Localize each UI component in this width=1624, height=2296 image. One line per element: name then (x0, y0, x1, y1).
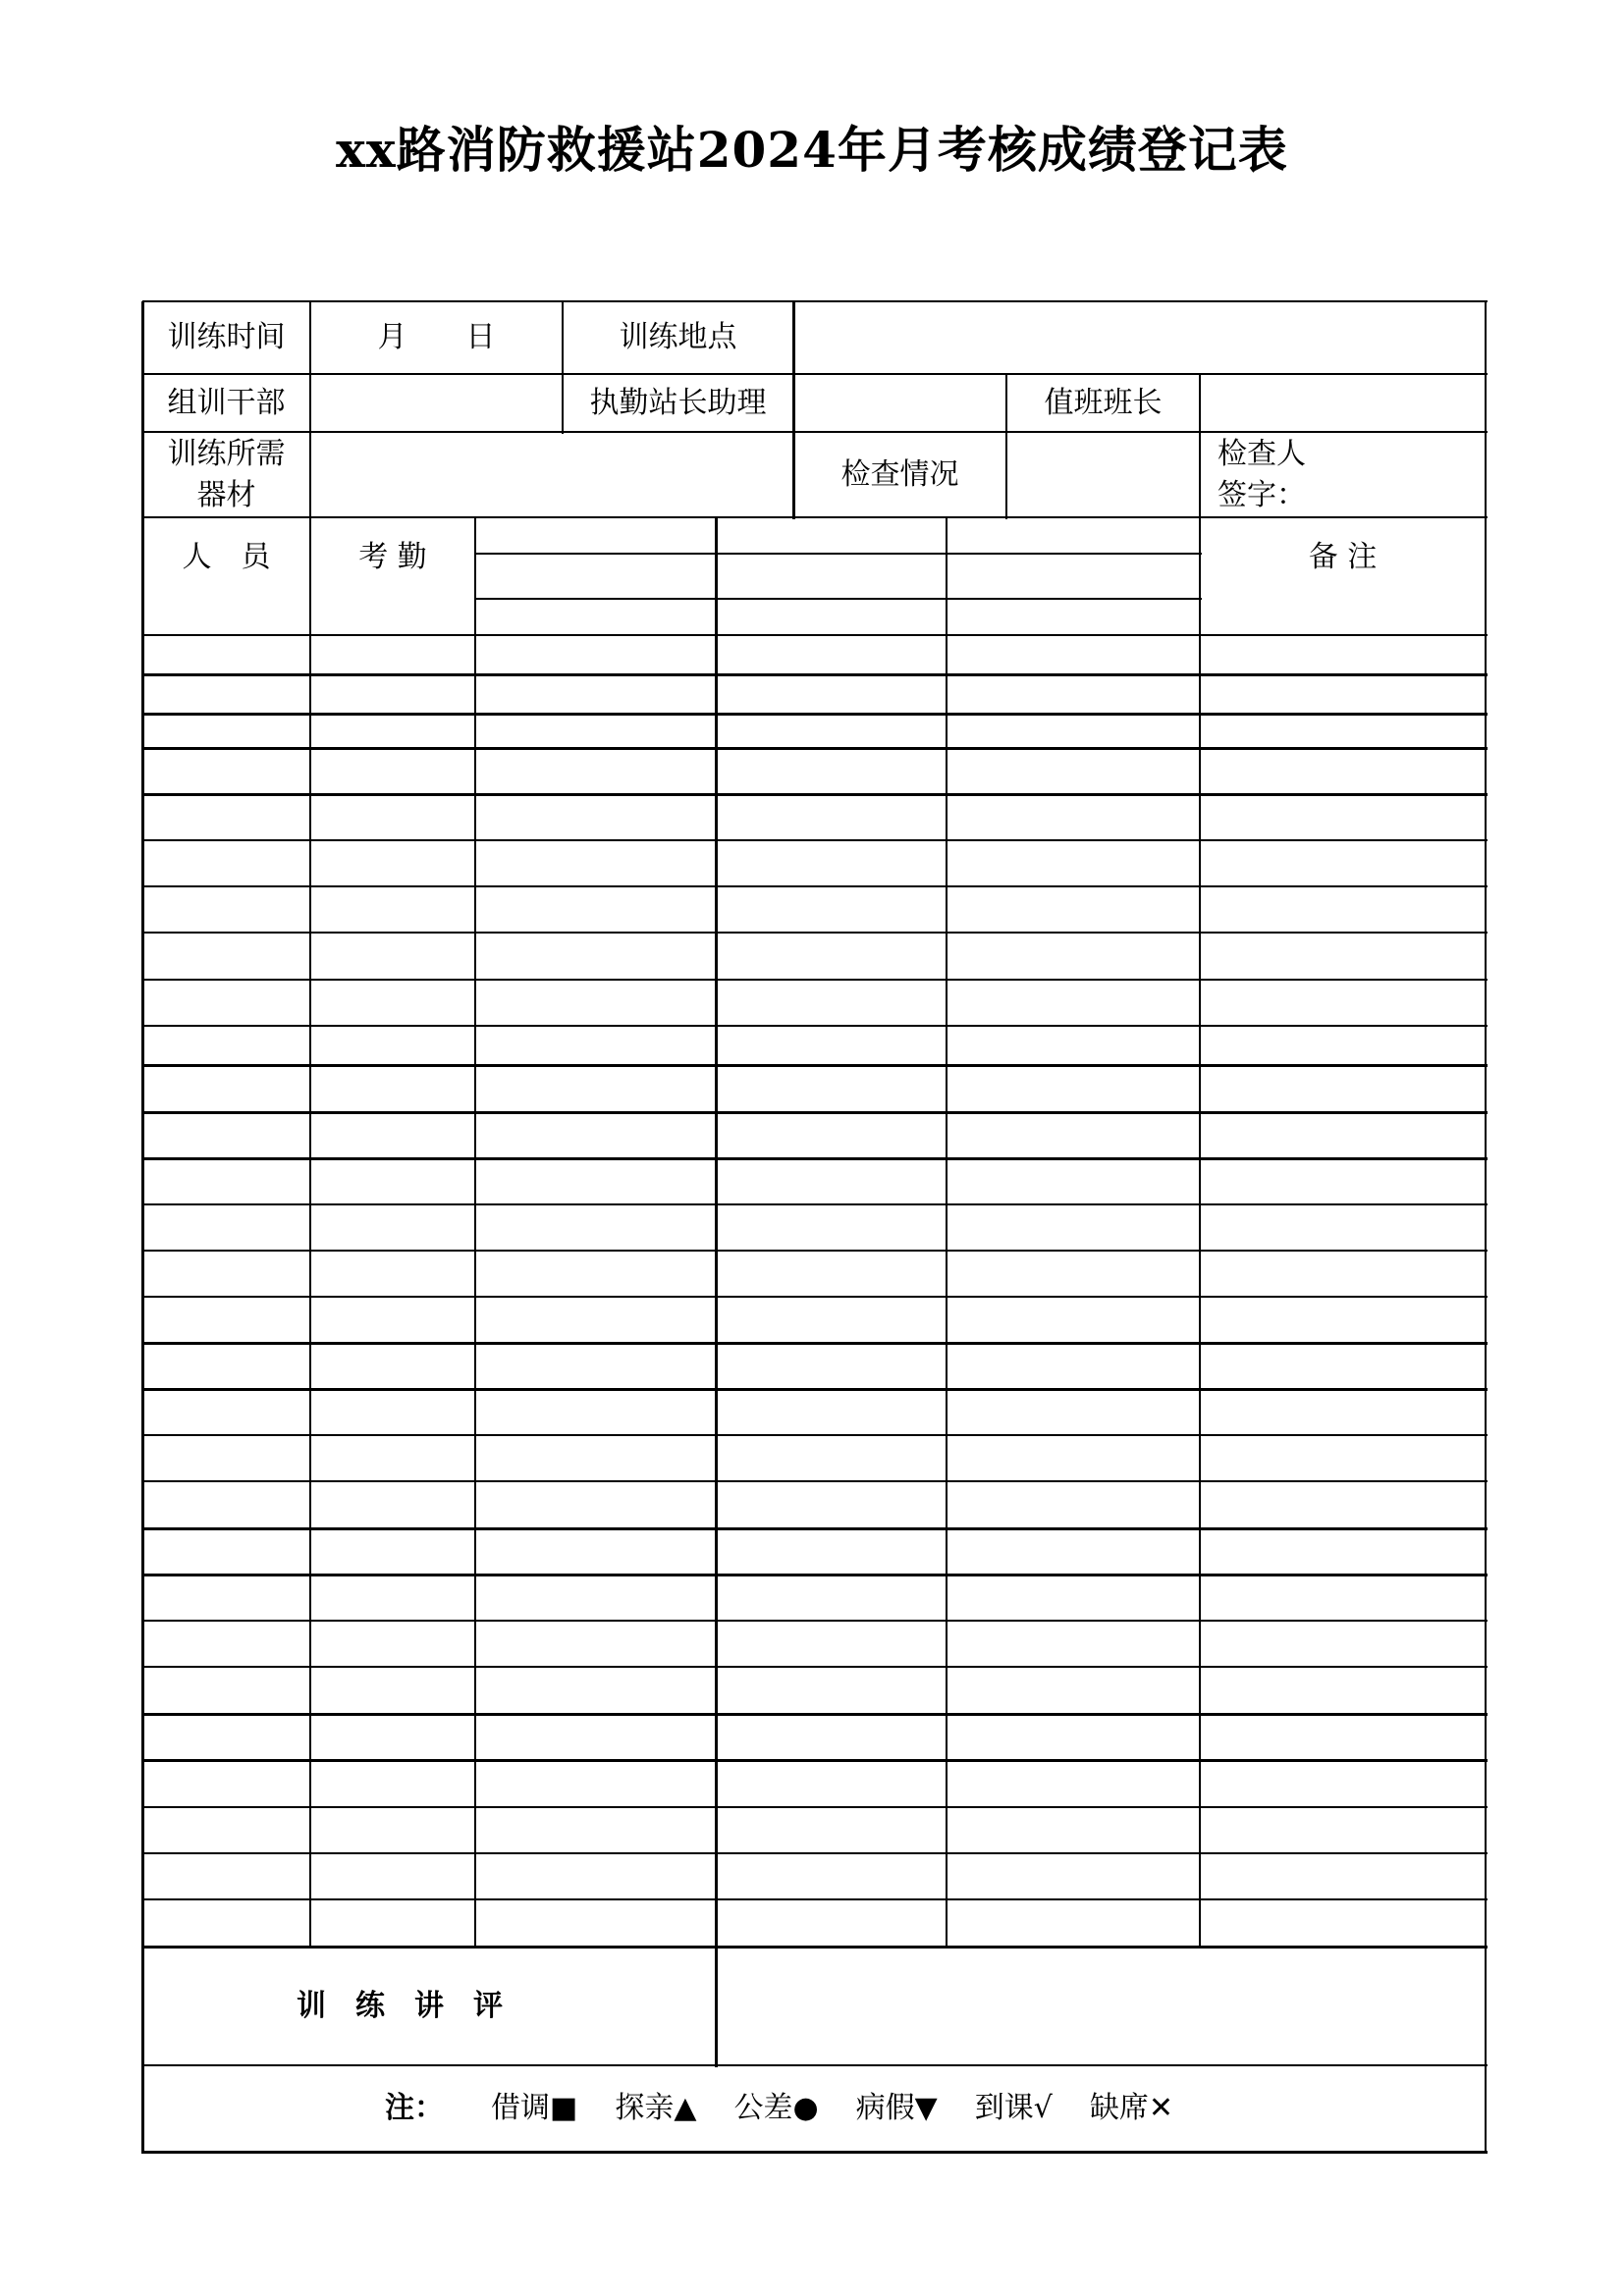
table-cell[interactable] (142, 980, 310, 1026)
table-cell[interactable] (716, 1807, 947, 1853)
table-cell[interactable] (1200, 1158, 1486, 1204)
table-cell[interactable] (142, 1575, 310, 1621)
inspection-field[interactable] (1006, 432, 1200, 517)
table-cell[interactable] (475, 1528, 716, 1575)
table-cell[interactable] (716, 1621, 947, 1667)
table-cell[interactable] (142, 840, 310, 886)
divider (142, 1342, 1488, 1345)
table-cell[interactable] (142, 1853, 310, 1899)
table-cell[interactable] (475, 1343, 716, 1389)
inspector-label-line2: 签字： (1218, 477, 1306, 512)
table-cell[interactable] (947, 635, 1200, 674)
table-cell[interactable] (310, 1621, 475, 1667)
divider (142, 300, 1488, 302)
table-cell[interactable] (716, 933, 947, 980)
table-cell[interactable] (142, 1158, 310, 1204)
table-cell[interactable] (475, 714, 716, 748)
legend-label: 注： (385, 2091, 444, 2125)
divider (142, 1157, 1488, 1160)
table-cell[interactable] (142, 1026, 310, 1065)
divider (562, 301, 564, 434)
table-cell[interactable] (716, 1714, 947, 1760)
table-cell[interactable] (1200, 748, 1486, 794)
triangle-down-icon: ▼ (914, 2091, 938, 2125)
triangle-up-icon: ▲ (674, 2091, 697, 2125)
legend-notes (142, 2065, 1486, 2152)
table-cell[interactable] (142, 1807, 310, 1853)
table-cell[interactable] (475, 1204, 716, 1251)
header-subcell[interactable] (716, 517, 947, 554)
table-cell[interactable] (947, 840, 1200, 886)
table-cell[interactable] (475, 1714, 716, 1760)
table-cell[interactable] (475, 748, 716, 794)
table-cell[interactable] (310, 1853, 475, 1899)
table-cell[interactable] (310, 1343, 475, 1389)
table-cell[interactable] (142, 1343, 310, 1389)
divider (1199, 517, 1201, 1949)
divider (142, 431, 1488, 433)
header-subcell[interactable] (716, 599, 947, 635)
table-cell[interactable] (1200, 1204, 1486, 1251)
table-cell[interactable] (475, 1575, 716, 1621)
table-cell[interactable] (716, 886, 947, 933)
divider (142, 516, 1488, 518)
table-cell[interactable] (716, 748, 947, 794)
header-subcell[interactable] (947, 517, 1200, 554)
divider (1199, 374, 1201, 519)
table-cell[interactable] (1200, 794, 1486, 840)
legend-item-present: 到课√ (974, 2091, 1053, 2125)
table-cell[interactable] (310, 1807, 475, 1853)
table-cell[interactable] (142, 1667, 310, 1714)
divider (142, 1250, 1488, 1252)
table-cell[interactable] (947, 1899, 1200, 1947)
divider (142, 932, 1488, 934)
divider (474, 517, 476, 1949)
table-cell[interactable] (475, 1158, 716, 1204)
divider (142, 1574, 1488, 1576)
table-cell[interactable] (475, 1435, 716, 1481)
divider (1005, 374, 1007, 519)
divider (946, 517, 947, 1949)
divider (1485, 301, 1487, 2154)
table-cell[interactable] (310, 1435, 475, 1481)
table-cell[interactable] (947, 794, 1200, 840)
table-cell[interactable] (716, 674, 947, 714)
table-cell[interactable] (716, 1853, 947, 1899)
training-time-label: 训练时间 (167, 320, 286, 354)
table-cell[interactable] (310, 1251, 475, 1297)
circle-icon: ● (792, 2091, 819, 2125)
table-cell[interactable] (310, 1667, 475, 1714)
table-cell[interactable] (716, 840, 947, 886)
divider (142, 793, 1488, 796)
table-cell[interactable] (310, 794, 475, 840)
table-cell[interactable] (142, 748, 310, 794)
table-cell[interactable] (1200, 1528, 1486, 1575)
table-cell[interactable] (1200, 840, 1486, 886)
table-cell[interactable] (716, 635, 947, 674)
table-cell[interactable] (310, 1714, 475, 1760)
divider (142, 885, 1488, 887)
table-cell[interactable] (716, 1760, 947, 1807)
squad-leader-field[interactable] (1200, 374, 1486, 432)
table-cell[interactable] (947, 1065, 1200, 1112)
table-cell[interactable] (1200, 1853, 1486, 1899)
divider (142, 1806, 1488, 1808)
table-cell[interactable] (1200, 714, 1486, 748)
table-cell[interactable] (1200, 1667, 1486, 1714)
table-cell[interactable] (475, 980, 716, 1026)
divider (142, 1480, 1488, 1482)
equipment-label-line2: 器材 (196, 477, 256, 512)
table-cell[interactable] (475, 1065, 716, 1112)
table-cell[interactable] (475, 886, 716, 933)
table-cell[interactable] (475, 794, 716, 840)
equipment-field[interactable] (310, 432, 793, 517)
table-cell[interactable] (310, 1158, 475, 1204)
table-cell[interactable] (475, 1899, 716, 1947)
header-subcell[interactable] (475, 599, 716, 635)
table-cell[interactable] (310, 1575, 475, 1621)
table-cell[interactable] (947, 1714, 1200, 1760)
duty-assistant-field[interactable] (793, 374, 1006, 432)
table-cell[interactable] (947, 933, 1200, 980)
inspector-label-line1: 检查人 (1218, 436, 1306, 471)
table-cell[interactable] (142, 714, 310, 748)
table-cell[interactable] (310, 1528, 475, 1575)
table-cell[interactable] (716, 980, 947, 1026)
table-cell[interactable] (716, 1343, 947, 1389)
divider (792, 301, 795, 519)
table-cell[interactable] (475, 1297, 716, 1343)
table-cell[interactable] (310, 714, 475, 748)
table-cell[interactable] (947, 1807, 1200, 1853)
table-cell[interactable] (1200, 635, 1486, 674)
table-cell[interactable] (310, 1899, 475, 1947)
divider (142, 839, 1488, 841)
duty-assistant-label: 执勤站长助理 (589, 385, 767, 420)
table-cell[interactable] (475, 1112, 716, 1158)
organizer-label: 组训干部 (167, 385, 286, 420)
table-cell[interactable] (716, 1204, 947, 1251)
divider (142, 1713, 1488, 1716)
divider (142, 2151, 1488, 2154)
table-cell[interactable] (475, 1667, 716, 1714)
divider (142, 1064, 1488, 1067)
table-cell[interactable] (716, 1065, 947, 1112)
table-cell[interactable] (947, 748, 1200, 794)
table-cell[interactable] (142, 1760, 310, 1807)
table-cell[interactable] (1200, 1481, 1486, 1528)
header-subcell[interactable] (475, 554, 716, 599)
divider (475, 598, 1202, 600)
table-cell[interactable] (716, 1158, 947, 1204)
inspector-signature-field[interactable] (1200, 432, 1486, 517)
table-cell[interactable] (142, 1899, 310, 1947)
table-cell[interactable] (947, 1667, 1200, 1714)
table-cell[interactable] (716, 1528, 947, 1575)
table-cell[interactable] (947, 1112, 1200, 1158)
equipment-label (142, 432, 310, 517)
table-cell[interactable] (1200, 1621, 1486, 1667)
table-cell[interactable] (947, 674, 1200, 714)
table-cell[interactable] (947, 714, 1200, 748)
table-cell[interactable] (142, 1621, 310, 1667)
divider (142, 1946, 1488, 1949)
table-cell[interactable] (1200, 1807, 1486, 1853)
table-cell[interactable] (310, 1065, 475, 1112)
table-cell[interactable] (142, 1435, 310, 1481)
table-cell[interactable] (716, 1297, 947, 1343)
table-cell[interactable] (142, 1204, 310, 1251)
attendance-column-header: 考 勤 (358, 540, 427, 574)
header-subcell[interactable] (475, 517, 716, 554)
table-cell[interactable] (310, 748, 475, 794)
organizer-field[interactable] (310, 374, 563, 432)
table-cell[interactable] (716, 794, 947, 840)
legend-item-family-leave: 探亲▲ (615, 2091, 697, 2125)
legend-item-absent: 缺席✕ (1089, 2091, 1173, 2125)
personnel-column-header: 人 员 (182, 540, 271, 574)
table-cell[interactable] (947, 1853, 1200, 1899)
table-cell[interactable] (947, 1251, 1200, 1297)
remarks-column-header: 备 注 (1308, 540, 1378, 574)
table-cell[interactable] (142, 1481, 310, 1528)
square-icon: ■ (550, 2091, 578, 2125)
table-cell[interactable] (716, 1435, 947, 1481)
table-cell[interactable] (1200, 1065, 1486, 1112)
table-cell[interactable] (475, 1389, 716, 1435)
table-cell[interactable] (475, 1026, 716, 1065)
table-cell[interactable] (1200, 1343, 1486, 1389)
table-cell[interactable] (142, 1714, 310, 1760)
table-cell[interactable] (310, 1389, 475, 1435)
table-cell[interactable] (475, 1481, 716, 1528)
review-field[interactable] (716, 1947, 1486, 2065)
table-cell[interactable] (142, 1297, 310, 1343)
table-cell[interactable] (947, 1343, 1200, 1389)
divider (142, 713, 1488, 716)
check-icon: √ (1033, 2091, 1053, 2125)
table-cell[interactable] (142, 635, 310, 674)
table-cell[interactable] (310, 674, 475, 714)
table-cell[interactable] (1200, 1899, 1486, 1947)
legend-item-borrowed: 借调■ (491, 2091, 578, 2125)
table-cell[interactable] (1200, 1714, 1486, 1760)
table-cell[interactable] (716, 1481, 947, 1528)
divider (142, 1111, 1488, 1114)
table-cell[interactable] (475, 840, 716, 886)
divider (142, 747, 1488, 750)
table-cell[interactable] (947, 1621, 1200, 1667)
table-cell[interactable] (475, 1760, 716, 1807)
table-cell[interactable] (1200, 1297, 1486, 1343)
table-cell[interactable] (947, 1528, 1200, 1575)
divider (142, 1527, 1488, 1530)
divider (309, 301, 311, 519)
legend-item-sick-leave: 病假▼ (855, 2091, 938, 2125)
divider (142, 1759, 1488, 1762)
table-cell[interactable] (947, 1481, 1200, 1528)
header-subcell[interactable] (947, 554, 1200, 599)
training-date-field[interactable]: 月 日 (377, 320, 496, 354)
divider (142, 2064, 1488, 2066)
table-cell[interactable] (475, 933, 716, 980)
divider (142, 1203, 1488, 1205)
table-cell[interactable] (475, 1807, 716, 1853)
table-cell[interactable] (310, 1112, 475, 1158)
legend-item-official-duty: 公差● (733, 2091, 819, 2125)
table-cell[interactable] (1200, 933, 1486, 980)
divider (142, 1296, 1488, 1298)
table-cell[interactable] (310, 1481, 475, 1528)
divider (142, 1620, 1488, 1622)
divider (142, 373, 1488, 375)
divider (142, 673, 1488, 676)
divider (142, 1388, 1488, 1391)
table-cell[interactable] (1200, 1389, 1486, 1435)
table-cell[interactable] (142, 674, 310, 714)
header-subcell[interactable] (947, 599, 1200, 635)
divider (142, 1025, 1488, 1027)
table-cell[interactable] (310, 635, 475, 674)
table-cell[interactable] (947, 1026, 1200, 1065)
table-cell[interactable] (475, 1251, 716, 1297)
table-cell[interactable] (1200, 1026, 1486, 1065)
table-cell[interactable] (716, 1389, 947, 1435)
table-cell[interactable] (947, 1297, 1200, 1343)
table-cell[interactable] (142, 1528, 310, 1575)
table-cell[interactable] (475, 1853, 716, 1899)
divider (309, 517, 311, 1949)
table-cell[interactable] (1200, 1112, 1486, 1158)
cross-icon: ✕ (1148, 2091, 1173, 2125)
review-label: 训 练 讲 评 (297, 1988, 503, 2023)
header-subcell[interactable] (716, 554, 947, 599)
training-location-field[interactable] (793, 301, 1486, 374)
table-cell[interactable] (310, 1204, 475, 1251)
squad-leader-label: 值班班长 (1044, 385, 1163, 420)
table-cell[interactable] (716, 1026, 947, 1065)
table-cell[interactable] (947, 1575, 1200, 1621)
table-cell[interactable] (1200, 1760, 1486, 1807)
table-cell[interactable] (716, 714, 947, 748)
table-cell[interactable] (716, 1251, 947, 1297)
divider (475, 553, 1202, 555)
table-cell[interactable] (142, 794, 310, 840)
divider (142, 1852, 1488, 1854)
table-cell[interactable] (1200, 1251, 1486, 1297)
table-cell[interactable] (310, 886, 475, 933)
table-cell[interactable] (1200, 1435, 1486, 1481)
divider (141, 301, 144, 2154)
divider (142, 1898, 1488, 1900)
page-title: xx路消防救援站2024年月考核成绩登记表 (336, 121, 1288, 179)
table-cell[interactable] (716, 1667, 947, 1714)
table-cell[interactable] (310, 933, 475, 980)
table-cell[interactable] (142, 886, 310, 933)
table-cell[interactable] (1200, 886, 1486, 933)
table-cell[interactable] (947, 1204, 1200, 1251)
table-cell[interactable] (1200, 980, 1486, 1026)
divider (142, 634, 1488, 636)
table-cell[interactable] (947, 1760, 1200, 1807)
table-cell[interactable] (142, 1065, 310, 1112)
inspection-label: 检查情况 (840, 456, 959, 492)
divider (142, 979, 1488, 981)
table-cell[interactable] (310, 1297, 475, 1343)
divider (142, 1666, 1488, 1668)
table-cell[interactable] (947, 1389, 1200, 1435)
table-cell[interactable] (475, 635, 716, 674)
table-cell[interactable] (947, 1158, 1200, 1204)
table-cell[interactable] (716, 1899, 947, 1947)
divider (142, 1434, 1488, 1436)
table-cell[interactable] (142, 933, 310, 980)
table-cell[interactable] (310, 840, 475, 886)
equipment-label-line1: 训练所需 (167, 436, 286, 471)
table-cell[interactable] (947, 886, 1200, 933)
table-cell[interactable] (142, 1389, 310, 1435)
table-cell[interactable] (310, 1760, 475, 1807)
table-cell[interactable] (310, 1026, 475, 1065)
table-cell[interactable] (947, 1435, 1200, 1481)
table-cell[interactable] (947, 980, 1200, 1026)
table-cell[interactable] (716, 1575, 947, 1621)
table-cell[interactable] (716, 1112, 947, 1158)
table-cell[interactable] (142, 1251, 310, 1297)
table-cell[interactable] (475, 1621, 716, 1667)
training-location-label: 训练地点 (619, 320, 737, 354)
table-cell[interactable] (1200, 674, 1486, 714)
table-cell[interactable] (1200, 1575, 1486, 1621)
table-cell[interactable] (475, 674, 716, 714)
table-cell[interactable] (310, 980, 475, 1026)
table-cell[interactable] (142, 1112, 310, 1158)
